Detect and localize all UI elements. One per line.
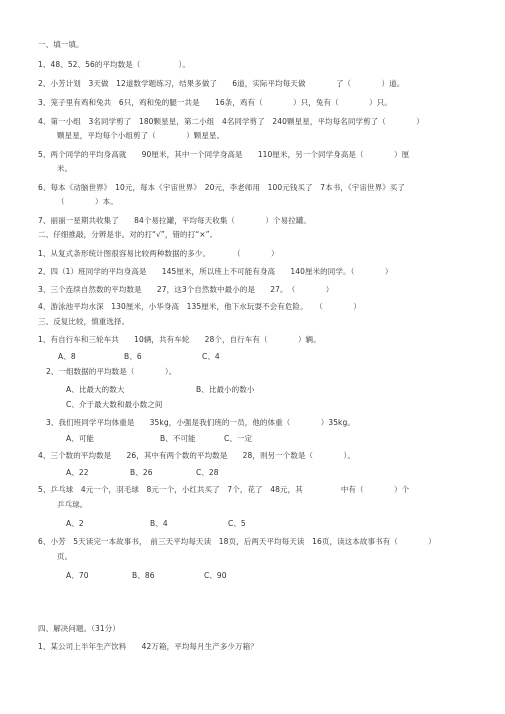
choice-options-6 <box>66 571 496 581</box>
choice-option: B、86 <box>132 571 155 580</box>
choice-option: A、2 <box>66 519 84 528</box>
fill-question-1: 1、48、52、56的平均数是（ ）。 <box>38 60 190 69</box>
fill-question-5: 5、两个同学的平均身高就 90厘米，其中一个同学身高是 110厘米，另一个同学身高是（ ）厘 <box>38 150 410 159</box>
fill-question-3: 3、笼子里有鸡和兔共 6只，鸡和兔的腿一共是 16条，鸡有（ ）只，兔有（ ）只。 <box>38 98 392 107</box>
section-fill-title: 一、填一填。 <box>38 40 84 49</box>
choice-option: B、6 <box>124 352 142 361</box>
choice-question-1: 1、有自行车和三轮车共 10辆，共有车轮 28个，自行车有（ ）辆。 <box>38 335 321 344</box>
fill-question-2: 2、小芳计划 3天做 12道数学题练习，结果多做了 6道，实际平均每天做 了（ ）道。 <box>38 79 405 88</box>
choice-option: A、可能 <box>66 434 95 443</box>
section-judge-title: 二、仔细推敲，分辨是非。对的打“√”，错的打“×”。 <box>38 230 218 239</box>
judge-question-4: 4、游泳池平均水深 130厘米，小华身高 135厘米，他下水玩耍不会有危险。 （ ） <box>38 302 361 311</box>
choice-options-3 <box>66 434 496 444</box>
choice-option: A、比最大的数大 <box>66 385 125 394</box>
choice-question-3: 3、我们班同学平均体重是 35kg，小强是我们班的一员，他的体重（ ）35kg。 <box>46 418 355 427</box>
choice-options-1 <box>58 352 488 362</box>
solve-question-1: 1、某公司上半年生产饮料 42万箱，平均每月生产多少万箱？ <box>38 642 258 651</box>
judge-question-2: 2、四（1）班同学的平均身高是 145厘米，所以班上不可能有身高 140厘米的同学。（ ） <box>38 267 393 276</box>
choice-option: B、4 <box>150 519 168 528</box>
choice-question-6-cont: 页。 <box>57 552 73 561</box>
choice-option: C、28 <box>196 468 219 477</box>
choice-option: C、5 <box>228 519 246 528</box>
choice-question-5: 5、乒乓球 4元一个，羽毛球 8元一个，小红共买了 7个，花了 48元，其 中有（ ）个 <box>38 485 410 494</box>
choice-option: A、70 <box>66 571 89 580</box>
fill-question-4-cont: 颗星星，平均每个小组剪了（ ）颗星星。 <box>57 131 225 140</box>
choice-option: B、26 <box>130 468 153 477</box>
choice-option: C、4 <box>202 352 220 361</box>
choice-question-4: 4、三个数的平均数是 26，其中有两个数的平均数是 28，则另一个数是（ ）。 <box>38 451 356 460</box>
fill-question-5-cont: 米。 <box>57 164 73 173</box>
section-choice-title: 三、反复比较，慎重选择。 <box>38 317 130 326</box>
choice-option: A、8 <box>58 352 76 361</box>
choice-option: C、一定 <box>224 434 253 443</box>
choice-options-5 <box>66 519 496 529</box>
fill-question-4: 4、第一小组 3名同学剪了 180颗星星，第二小组 4名同学剪了 240颗星星，平均每名同学剪了（ ） <box>38 117 424 126</box>
choice-question-5-cont: 乒乓球。 <box>57 500 88 509</box>
choice-option: B、不可能 <box>160 434 196 443</box>
section-solve-title: 四、解决问题。（31分） <box>38 624 120 633</box>
choice-options-4 <box>66 468 496 478</box>
choice-option: C、90 <box>204 571 227 580</box>
fill-question-7: 7、丽丽一星期共收集了 84个易拉罐，平均每天收集（ ）个易拉罐。 <box>38 216 312 225</box>
fill-question-6: 6、每本《动脑世界》 10元，每本《宇宙世界》 20元，李老师用 100元钱买了 7本书，《宇宙世界》买了 <box>38 183 405 192</box>
choice-option: B、比最小的数小 <box>196 385 255 394</box>
choice-question-6: 6、小芳 5天读完一本故事书， 前三天平均每天读 18页，后两天平均每天读 16页，读这本故事书有（ ） <box>38 537 436 546</box>
choice-question-2: 2、一组数据的平均数是（ ）。 <box>46 367 177 376</box>
judge-question-3: 3、三个连续自然数的平均数是 27，这3个自然数中最小的是 27。 （ ） <box>38 285 334 294</box>
choice-option: A、22 <box>66 468 89 477</box>
fill-question-6-cont: （ ）本。 <box>57 197 118 206</box>
choice-options-2 <box>66 385 496 395</box>
judge-question-1: 1、从复式条形统计图很容易比较两种数据的多少。 （ ） <box>38 249 279 258</box>
choice-option: C、介于最大数和最小数之间 <box>66 400 163 409</box>
